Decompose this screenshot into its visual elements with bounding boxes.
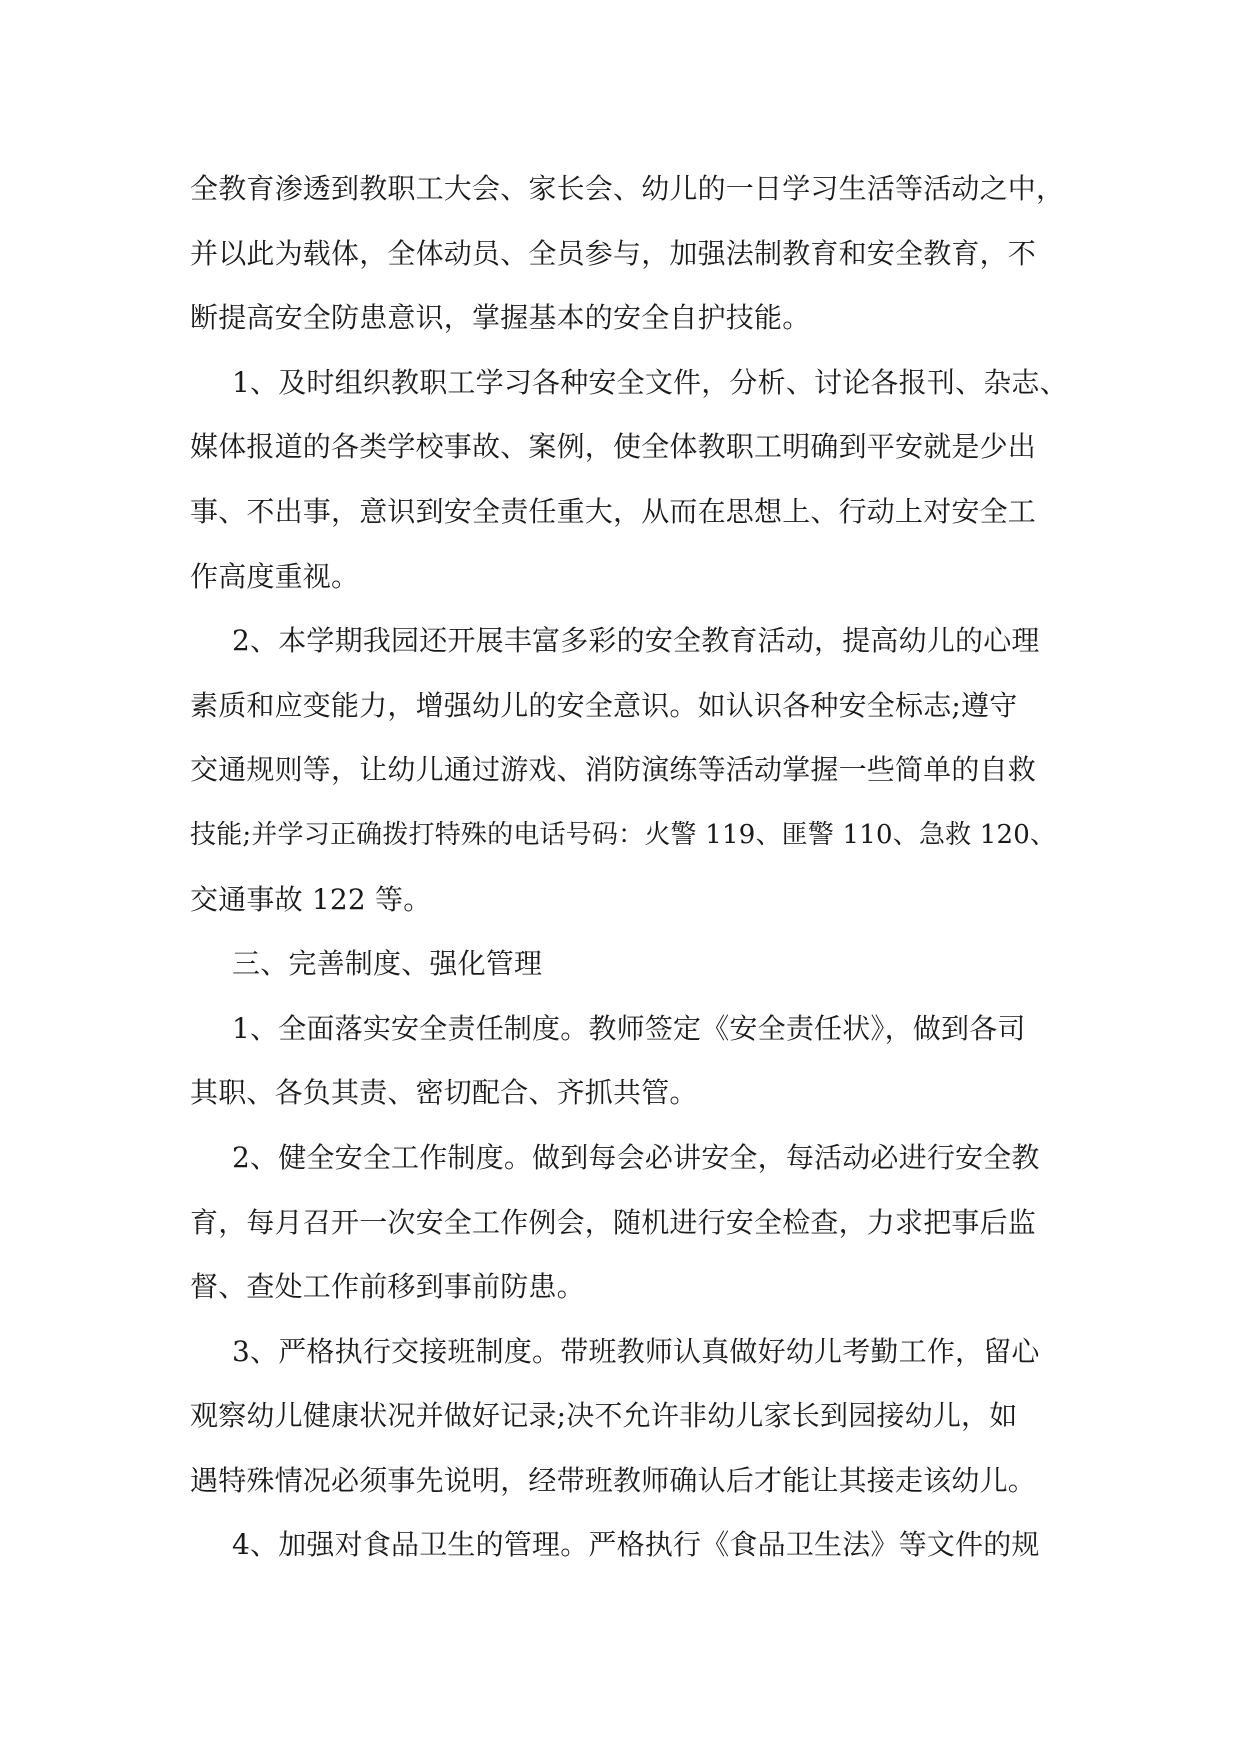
text-line: 媒体报道的各类学校事故、案例，使全体教职工明确到平安就是少出 bbox=[190, 430, 1037, 464]
text-line: 督、查处工作前移到事前防患。 bbox=[190, 1270, 585, 1304]
text-line: 其职、各负其责、密切配合、齐抓共管。 bbox=[190, 1076, 698, 1110]
text-line: 交通事故 122 等。 bbox=[190, 882, 432, 916]
section-heading: 三、完善制度、强化管理 bbox=[232, 947, 543, 981]
text-line: 育，每月召开一次安全工作例会，随机进行安全检查，力求把事后监 bbox=[190, 1205, 1037, 1239]
text-line: 观察幼儿健康状况并做好记录;决不允许非幼儿家长到园接幼儿，如 bbox=[190, 1399, 1018, 1433]
text-line: 全教育渗透到教职工大会、家长会、幼儿的一日学习生活等活动之中， bbox=[190, 172, 1065, 205]
text-line: 并以此为载体，全体动员、全员参与，加强法制教育和安全教育，不 bbox=[190, 236, 1037, 270]
text-line: 1、全面落实安全责任制度。教师签定《安全责任状》，做到各司 bbox=[232, 1011, 1026, 1045]
text-line: 作高度重视。 bbox=[190, 559, 360, 593]
text-line: 4、加强对食品卫生的管理。严格执行《食品卫生法》等文件的规 bbox=[232, 1528, 1040, 1562]
text-line: 素质和应变能力，增强幼儿的安全意识。如认识各种安全标志;遵守 bbox=[190, 688, 1018, 722]
text-line: 3、严格执行交接班制度。带班教师认真做好幼儿考勤工作，留心 bbox=[232, 1334, 1040, 1368]
text-line: 2、本学期我园还开展丰富多彩的安全教育活动，提高幼儿的心理 bbox=[232, 624, 1040, 658]
body-text bbox=[190, 157, 1070, 1578]
text-line: 事、不出事，意识到安全责任重大，从而在思想上、行动上对安全工 bbox=[190, 494, 1037, 528]
text-line: 2、健全安全工作制度。做到每会必讲安全，每活动必进行安全教 bbox=[232, 1140, 1040, 1174]
text-line: 技能;并学习正确拨打特殊的电话号码：火警 119、匪警 110、急救 120、 bbox=[190, 819, 1057, 850]
text-line: 断提高安全防患意识，掌握基本的安全自护技能。 bbox=[190, 301, 811, 335]
text-line: 遇特殊情况必须事先说明，经带班教师确认后才能让其接走该幼儿。 bbox=[190, 1463, 1037, 1497]
text-line: 交通规则等，让幼儿通过游戏、消防演练等活动掌握一些简单的自救 bbox=[190, 753, 1037, 787]
text-line: 1、及时组织教职工学习各种安全文件，分析、讨论各报刊、杂志、 bbox=[232, 365, 1068, 399]
